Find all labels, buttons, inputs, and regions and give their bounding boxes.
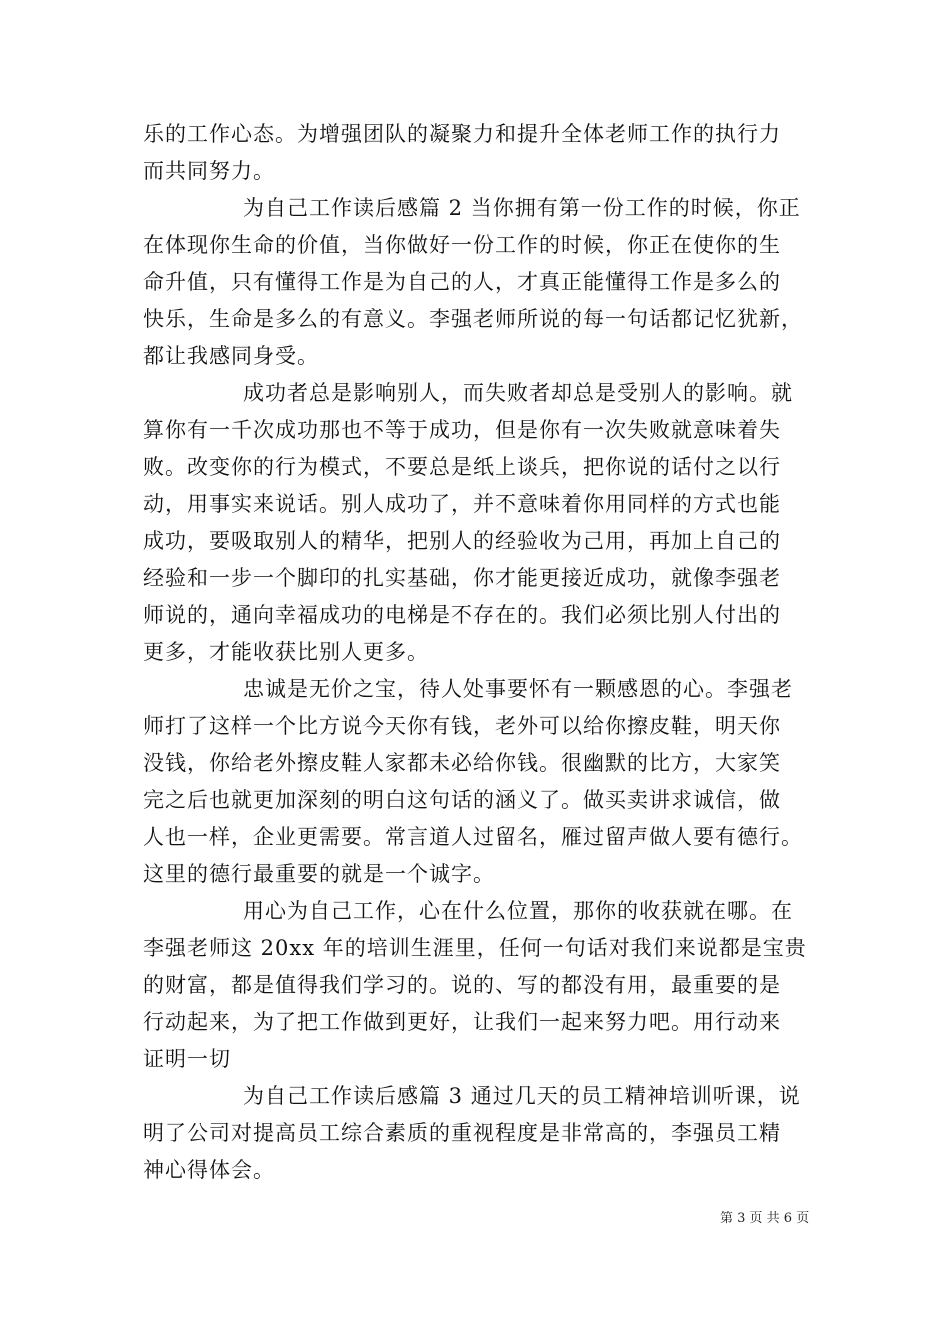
document-body: [143, 116, 808, 1189]
paragraph: [143, 1078, 808, 1189]
text-line: 乐的工作心态。为增强团队的凝聚力和提升全体老师工作的执行力: [143, 122, 781, 146]
paragraph: [143, 671, 808, 893]
text-line: 证明一切: [143, 1047, 231, 1071]
text-line: 命升值，只有懂得工作是为自己的人，才真正能懂得工作是多么的: [143, 270, 781, 294]
text-line: 忠诚是无价之宝，待人处事要怀有一颗感恩的心。李强老: [243, 677, 793, 701]
text-line: 李强老师这 20xx 年的培训生涯里，任何一句话对我们来说都是宝贵: [143, 936, 807, 960]
paragraph: [143, 375, 808, 671]
text-line: 这里的德行最重要的就是一个诚字。: [143, 862, 495, 886]
paragraph: [143, 116, 808, 190]
text-line: 在体现你生命的价值，当你做好一份工作的时候，你正在使你的生: [143, 233, 781, 257]
text-line: 行动起来，为了把工作做到更好，让我们一起来努力吧。用行动来: [143, 1010, 781, 1034]
text-line: 而共同努力。: [143, 159, 275, 183]
text-line: 成功者总是影响别人，而失败者却总是受别人的影响。就: [243, 381, 793, 405]
text-line: 用心为自己工作，心在什么位置，那你的收获就在哪。在: [243, 899, 793, 923]
text-line: 成功，要吸取别人的精华，把别人的经验收为己用，再加上自己的: [143, 529, 781, 553]
text-line: 完之后也就更加深刻的明白这句话的涵义了。做买卖讲求诚信，做: [143, 788, 781, 812]
text-line: 为自己工作读后感篇 2 当你拥有第一份工作的时候，你正: [243, 196, 801, 220]
page-number-footer: 第 3 页 共 6 页: [720, 1211, 810, 1226]
text-line: 人也一样，企业更需要。常言道人过留名，雁过留声做人要有德行。: [143, 825, 803, 849]
text-line: 没钱，你给老外擦皮鞋人家都未必给你钱。很幽默的比方，大家笑: [143, 751, 781, 775]
text-line: 神心得体会。: [143, 1158, 275, 1182]
text-line: 更多，才能收获比别人更多。: [143, 640, 429, 664]
text-line: 快乐，生命是多么的有意义。李强老师所说的每一句话都记忆犹新，: [143, 307, 803, 331]
text-line: 师说的，通向幸福成功的电梯是不存在的。我们必须比别人付出的: [143, 603, 781, 627]
text-line: 败。改变你的行为模式，不要总是纸上谈兵，把你说的话付之以行: [143, 455, 781, 479]
text-line: 算你有一千次成功那也不等于成功，但是你有一次失败就意味着失: [143, 418, 781, 442]
paragraph: [143, 190, 808, 375]
text-line: 都让我感同身受。: [143, 344, 319, 368]
text-line: 师打了这样一个比方说今天你有钱，老外可以给你擦皮鞋，明天你: [143, 714, 781, 738]
text-line: 动，用事实来说话。别人成功了，并不意味着你用同样的方式也能: [143, 492, 781, 516]
text-line: 的财富，都是值得我们学习的。说的、写的都没有用，最重要的是: [143, 973, 781, 997]
text-line: 经验和一步一个脚印的扎实基础，你才能更接近成功，就像李强老: [143, 566, 781, 590]
text-line: 为自己工作读后感篇 3 通过几天的员工精神培训听课，说: [243, 1084, 801, 1108]
paragraph: [143, 893, 808, 1078]
text-line: 明了公司对提高员工综合素质的重视程度是非常高的，李强员工精: [143, 1121, 781, 1145]
